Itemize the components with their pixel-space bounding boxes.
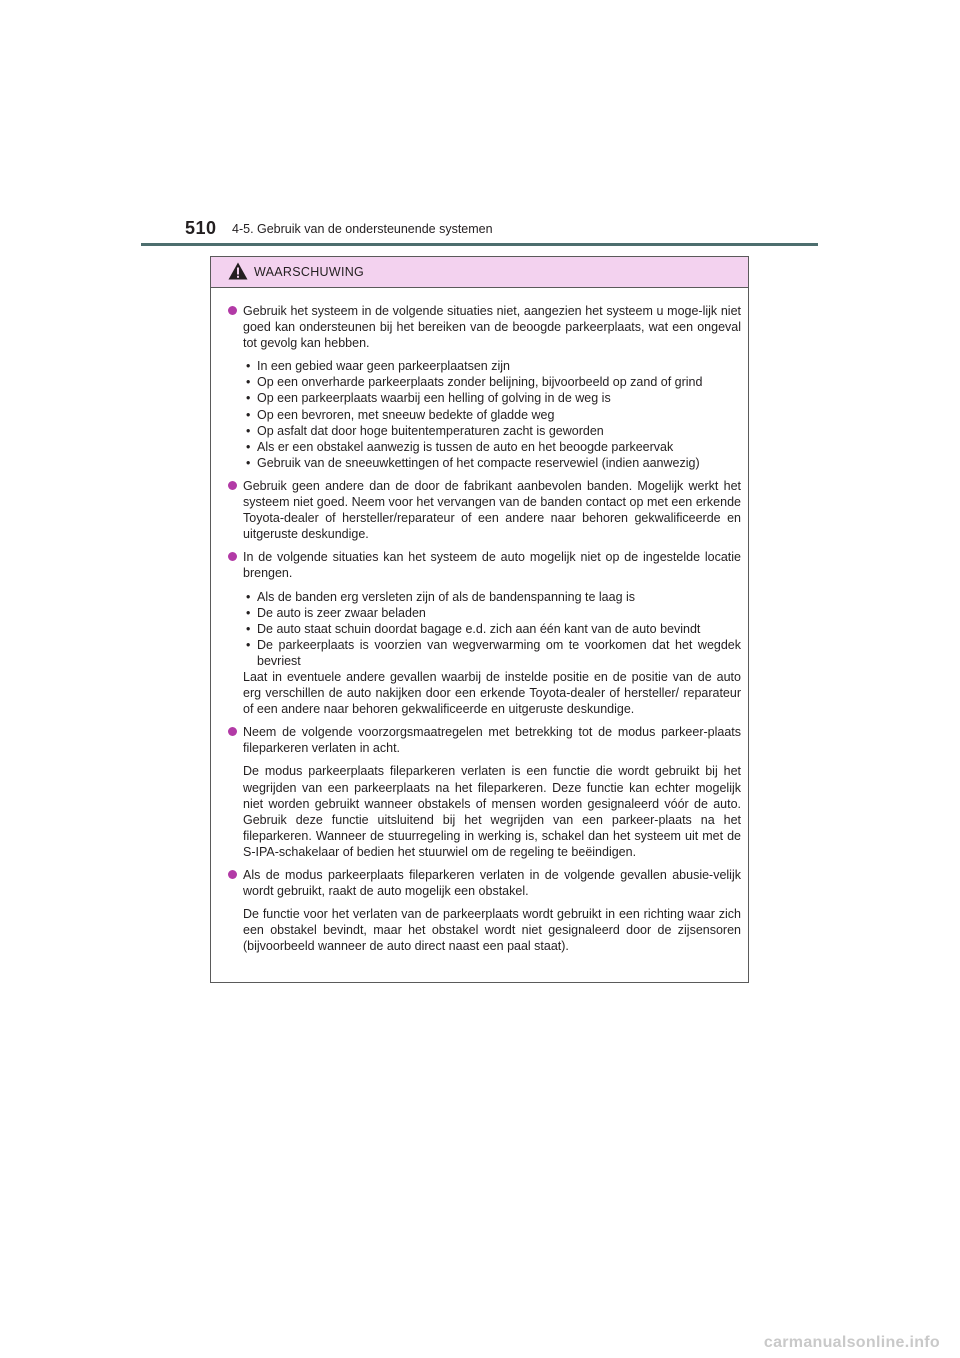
watermark: carmanualsonline.info [763,1334,940,1351]
warning-item [243,724,741,860]
item-text: In de volgende situaties kan het systeem de auto mogelijk niet op de ingestelde locatie brengen. [243,550,741,581]
warning-item [243,549,741,717]
bullet-dot-icon [228,481,237,490]
header-rule [141,243,818,246]
bullet-dot-icon [228,552,237,561]
bullet-list [243,589,741,669]
list-item: • Als de banden erg versleten zijn of als de bandenspanning te laag is [243,589,741,605]
list-item: • Op asfalt dat door hoge buitentemperaturen zacht is geworden [243,423,741,439]
list-item: • De auto staat schuin doordat bagage e.d. zich aan één kant van de auto bevindt [243,621,741,637]
list-item: • Op een onverharde parkeerplaats zonder belijning, bijvoorbeeld op zand of grind [243,374,741,390]
warning-content [211,288,748,954]
warning-item [243,478,741,542]
bullet-dot-icon [228,306,237,315]
item-followup-text: Laat in eventuele andere gevallen waarbij de instelde positie en de positie van de auto erg verschillen de auto nakijken door een erkende Toyota-dealer of hersteller/ reparateur of een andere naar behoren gekwalificeerde en uitgeruste deskundige. [243,669,741,717]
item-subtext: De modus parkeerplaats fileparkeren verlaten is een functie die wordt gebruikt bij het wegrijden van een parkeerplaats na het fileparkeren. Deze functie kan echter mogelijk niet worden gebruikt wanneer obstakels of mensen worden gesignaleerd vóór de auto. Gebruik deze functie uitsluitend bij het wegrijden van een parkeer-plaats na het fileparkeren. Wanneer de stuurregeling in werking is, schakel dan het systeem uit met de S-IPA-schakelaar of bedien het stuurwiel om de regeling te beëindigen. [243,764,741,859]
warning-triangle-icon [228,262,248,280]
item-subtext: De functie voor het verlaten van de parkeerplaats wordt gebruikt in een richting waar zich een obstakel bevindt, maar het obstakel wordt niet gesignaleerd door de zijsensoren (bijvoorbeeld wanneer de auto direct naast een paal staat). [243,907,741,954]
warning-item [243,303,741,471]
list-item: • In een gebied waar geen parkeerplaatsen zijn [243,358,741,374]
warning-item [243,867,741,954]
list-item: • Als er een obstakel aanwezig is tussen de auto en het beoogde parkeervak [243,439,741,455]
item-text: Als de modus parkeerplaats fileparkeren verlaten in de volgende gevallen abusie-velijk wordt gebruikt, raakt de auto mogelijk een obstakel. [243,868,741,899]
item-text: Gebruik het systeem in de volgende situaties niet, aangezien het systeem u moge-lijk niet goed kan ondersteunen bij het bereiken van de beoogde parkeerplaats, wat een ongeval tot gevolg kan hebben. [243,304,741,351]
list-item: • Gebruik van de sneeuwkettingen of het compacte reservewiel (indien aanwezig) [243,455,741,471]
list-item: • De auto is zeer zwaar beladen [243,605,741,621]
item-text: Gebruik geen andere dan de door de fabrikant aanbevolen banden. Mogelijk werkt het systeem niet goed. Neem voor het vervangen van de banden contact op met een erkende Toyota-dealer of hersteller/reparateur of een andere naar behoren gekwalificeerde en uitgeruste deskundige. [243,478,741,542]
section-title: 4-5. Gebruik van de ondersteunende systemen [232,222,493,236]
bullet-dot-icon [228,870,237,879]
warning-box [210,256,749,983]
warning-title: WAARSCHUWING [254,265,365,279]
list-item: • Op een parkeerplaats waarbij een helling of golving in de weg is [243,390,741,406]
list-item: • De parkeerplaats is voorzien van wegverwarming om te voorkomen dat het wegdek bevriest [243,637,741,669]
list-item: • Op een bevroren, met sneeuw bedekte of gladde weg [243,407,741,423]
bullet-list [243,358,741,471]
bullet-dot-icon [228,727,237,736]
item-text: Neem de volgende voorzorgsmaatregelen met betrekking tot de modus parkeer-plaats fileparkeren verlaten in acht. [243,725,741,756]
warning-header [211,257,748,288]
page-number: 510 [185,218,217,238]
